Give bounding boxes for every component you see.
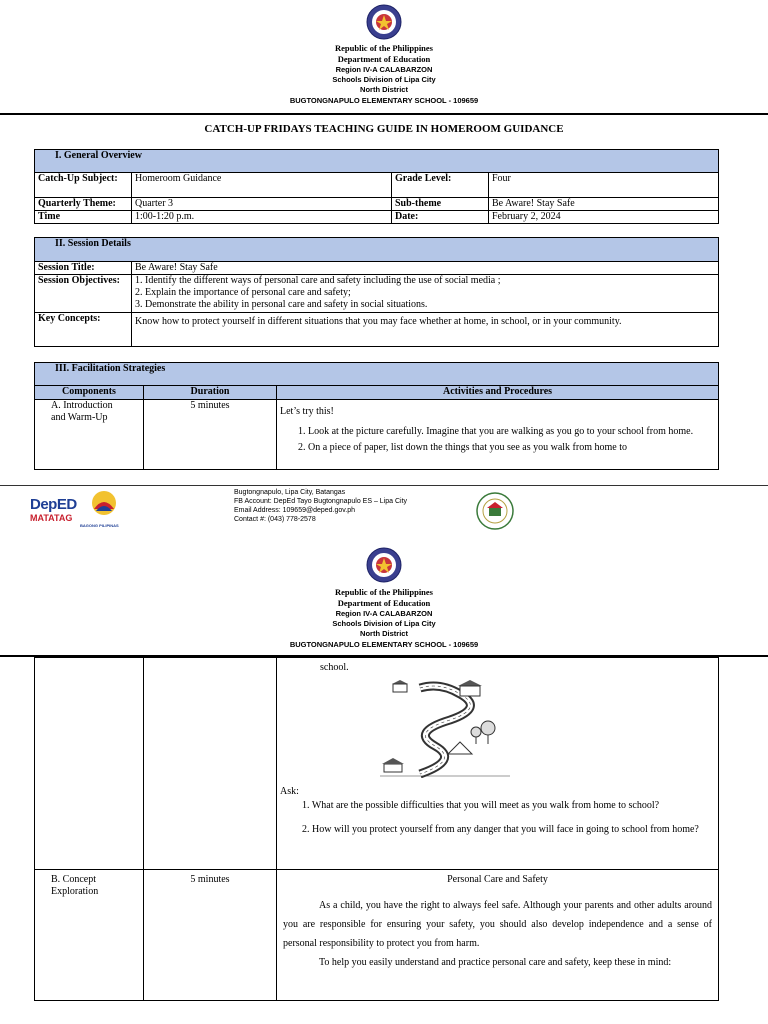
objective-item: 2. Explain the importance of personal care and safety; [135, 287, 351, 298]
rowA-activities [277, 400, 719, 470]
header-rule [0, 113, 768, 115]
subtheme-value: Be Aware! Stay Safe [489, 198, 719, 211]
general-overview-heading: I. General Overview [35, 150, 719, 173]
department-text: Department of Education [337, 598, 431, 608]
footer-phone: Contact #: (043) 778-2578 [234, 516, 316, 523]
session-details-table [34, 237, 719, 347]
footer-fb: FB Account: DepEd Tayo Bugtongnapulo ES – Lipa City [234, 498, 408, 505]
session-title-value: Be Aware! Stay Safe [132, 262, 719, 275]
grade-label: Grade Level: [392, 173, 489, 198]
rowA-duration-cont [144, 658, 277, 870]
footer-contact [234, 488, 407, 524]
school-text: BUGTONGNAPULO ELEMENTARY SCHOOL - 109659 [289, 96, 479, 105]
division-text: Schools Division of Lipa City [332, 75, 436, 84]
matatag-text: MATATAG [30, 513, 73, 523]
rowB-activities [277, 870, 719, 1001]
subtheme-label: Sub-theme [392, 198, 489, 211]
footer-address: Bugtongnapulo, Lipa City, Batangas [234, 489, 346, 496]
rowB-paragraph-1: As a child, you have the right to always feel safe. Although your parents and other adults around you are responsible for ensuring your safety, you should also develop independence and a sense of personal responsibility to protect you from harm. [283, 900, 712, 949]
deped-logo-text: DepED [30, 496, 77, 513]
ask-question-1: 1. What are the possible difficulties that you will meet as you walk from home to school? [302, 800, 660, 811]
facilitation-table-continued [34, 657, 719, 1001]
division-text: Schools Division of Lipa City [332, 619, 436, 628]
grade-value: Four [489, 173, 719, 198]
subject-label: Catch-Up Subject: [35, 173, 132, 198]
rowA-intro: Let’s try this! [280, 406, 334, 417]
document-title: CATCH-UP FRIDAYS TEACHING GUIDE IN HOMEROOM GUIDANCE [204, 123, 564, 135]
col-activities: Activities and Procedures [277, 386, 719, 400]
rowA-component-cont [35, 658, 144, 870]
deped-logo [30, 496, 77, 523]
rowB-paragraph-2: To help you easily understand and practice personal care and safety, keep these in mind: [319, 957, 672, 968]
objectives-label: Session Objectives: [35, 275, 132, 313]
school-text: BUGTONGNAPULO ELEMENTARY SCHOOL - 109659 [289, 640, 479, 649]
rowA-activities-cont [277, 658, 719, 870]
page1-header [0, 43, 768, 106]
ask-label: Ask: [280, 786, 299, 797]
session-title-label: Session Title: [35, 262, 132, 275]
col-components: Components [35, 386, 144, 400]
time-label: Time [35, 211, 132, 224]
date-label: Date: [392, 211, 489, 224]
district-text: North District [360, 85, 408, 94]
deped-seal-icon [366, 4, 402, 40]
key-concepts-label: Key Concepts: [35, 313, 132, 347]
rowB-component: B. Concept Exploration [35, 870, 144, 1001]
district-text: North District [360, 629, 408, 638]
objectives-list [132, 275, 719, 313]
facilitation-heading: III. Facilitation Strategies [35, 363, 719, 386]
republic-text: Republic of the Philippines [334, 43, 433, 53]
deped-seal-icon [366, 547, 402, 583]
facilitation-table [34, 362, 719, 470]
rowA-component: A. Introduction and Warm-Up [35, 400, 144, 470]
republic-text: Republic of the Philippines [334, 587, 433, 597]
department-text: Department of Education [337, 54, 431, 64]
region-text: Region IV-A CALABARZON [335, 65, 433, 74]
page2-header [0, 587, 768, 650]
school-seal-icon [475, 491, 515, 531]
date-value: February 2, 2024 [489, 211, 719, 224]
region-text: Region IV-A CALABARZON [335, 609, 433, 618]
footer-rule [0, 485, 768, 486]
road-to-school-illustration-icon [380, 680, 510, 778]
general-overview-table [34, 149, 719, 224]
key-concepts-value: Know how to protect yourself in different situations that you may face whether at home, in school, or in your community. [132, 313, 719, 347]
subject-value: Homeroom Guidance [132, 173, 392, 198]
rowA-item2: 2. On a piece of paper, list down the things that you see as you walk from home to [298, 442, 627, 453]
rowA-duration: 5 minutes [144, 400, 277, 470]
session-details-heading: II. Session Details [35, 238, 719, 262]
col-duration: Duration [144, 386, 277, 400]
objective-item: 1. Identify the different ways of personal care and safety including the use of social media ; [135, 275, 501, 286]
objective-item: 3. Demonstrate the ability in personal care and safety in social situations. [135, 299, 428, 310]
rowB-duration: 5 minutes [144, 870, 277, 1001]
theme-label: Quarterly Theme: [35, 198, 132, 211]
rowA-cont-text: school. [320, 662, 349, 673]
theme-value: Quarter 3 [132, 198, 392, 211]
bagong-pilipinas-logo-icon [84, 489, 124, 521]
rowB-title: Personal Care and Safety [447, 874, 548, 885]
time-value: 1:00-1:20 p.m. [132, 211, 392, 224]
bagong-pilipinas-text: BAGONG PILIPINAS [80, 523, 119, 528]
ask-question-2: 2. How will you protect yourself from any danger that you will face in going to school from home? [302, 824, 699, 835]
footer-email: Email Address: 109659@deped.gov.ph [234, 507, 356, 514]
rowA-item1: 1. Look at the picture carefully. Imagine that you are walking as you go to your school from home. [298, 426, 694, 437]
